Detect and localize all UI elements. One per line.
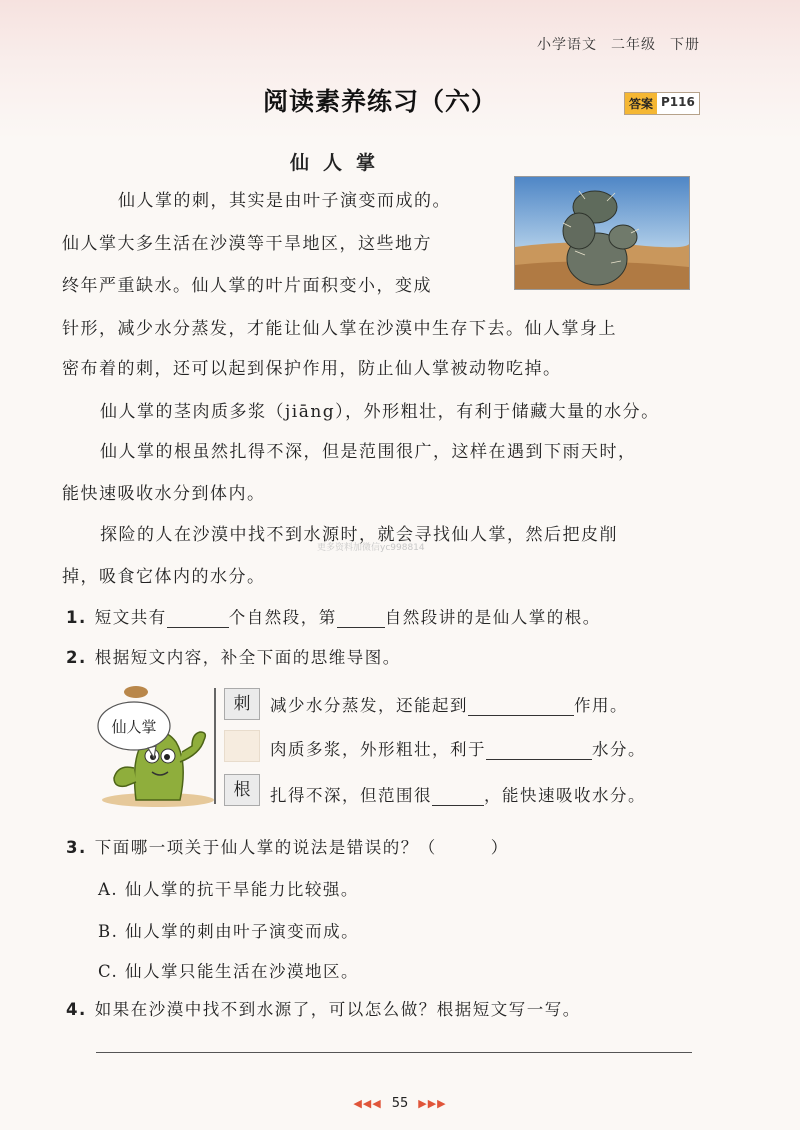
mindmap-row-1-pre: 减少水分蒸发，还能起到	[270, 696, 468, 715]
question-3-text: 下面哪一项关于仙人掌的说法是错误的？（ ）	[94, 838, 509, 857]
mindmap-row-1	[270, 692, 628, 716]
article-line-1: 仙人掌的刺，其实是由叶子演变而成的。	[118, 191, 451, 211]
header-grade: 二年级	[611, 37, 656, 53]
question-1	[66, 604, 601, 628]
article-line-4: 针形，减少水分蒸发，才能让仙人掌在沙漠中生存下去。仙人掌身上	[62, 319, 617, 339]
question-3-option-b[interactable]: B. 仙人掌的刺由叶子演变而成。	[98, 922, 360, 941]
article-title: 仙人掌	[290, 152, 390, 174]
question-3-option-a[interactable]: A. 仙人掌的抗干旱能力比较强。	[98, 880, 359, 899]
question-2-text: 根据短文内容，补全下面的思维导图。	[94, 648, 401, 667]
question-4-text: 如果在沙漠中找不到水源了，可以怎么做？根据短文写一写。	[94, 1000, 581, 1019]
article-line-5: 密布着的刺，还可以起到保护作用，防止仙人掌被动物吃掉。	[62, 359, 562, 379]
question-3-number: 3.	[66, 838, 87, 857]
mindmap-row-3	[270, 782, 646, 806]
question-2-number: 2.	[66, 648, 87, 667]
page-header	[523, 34, 700, 54]
question-1-blank-1[interactable]	[167, 609, 229, 628]
header-volume: 下册	[670, 37, 700, 53]
mindmap-row-1-post: 作用。	[574, 696, 628, 715]
mindmap-row-3-pre: 扎得不深，但范围很	[270, 786, 432, 805]
question-1-text-c: 自然段讲的是仙人掌的根。	[384, 608, 601, 627]
mindmap-row-3-blank[interactable]	[432, 787, 484, 806]
article-line-3: 终年严重缺水。仙人掌的叶片面积变小，变成	[62, 276, 432, 296]
cactus-photo	[514, 176, 690, 290]
question-3-option-c[interactable]: C. 仙人掌只能生活在沙漠地区。	[98, 962, 360, 981]
page-title: 阅读素养练习（六）	[262, 87, 497, 116]
mindmap-row-1-blank[interactable]	[468, 697, 574, 716]
right-arrows-icon: ▶▶▶	[418, 1097, 447, 1110]
article-line-7: 仙人掌的根虽然扎得不深，但是范围很广，这样在遇到下雨天时，	[100, 442, 637, 462]
question-4-answer-line[interactable]	[96, 1052, 692, 1053]
left-arrows-icon: ◀◀◀	[353, 1097, 382, 1110]
question-4-number: 4.	[66, 1000, 87, 1019]
question-1-text-a: 短文共有	[94, 608, 167, 627]
answer-badge-page: P116	[661, 95, 695, 109]
answer-badge-label: 答案	[625, 93, 657, 114]
article-line-2: 仙人掌大多生活在沙漠等干旱地区，这些地方	[62, 234, 432, 254]
question-2	[66, 644, 401, 668]
mindmap-key-spine: 刺	[224, 688, 260, 720]
page-header-band	[0, 0, 800, 140]
page-footer	[0, 1096, 800, 1111]
question-1-text-b: 个自然段，第	[228, 608, 337, 627]
article-line-10: 掉，吸食它体内的水分。	[62, 567, 266, 587]
question-4	[66, 996, 581, 1020]
article-line-8: 能快速吸收水分到体内。	[62, 484, 266, 504]
mindmap-row-2-post: 水分。	[592, 740, 646, 759]
page-number: 55	[391, 1096, 409, 1111]
mindmap-cactus-illustration	[96, 682, 220, 808]
mindmap-key-blank[interactable]	[224, 730, 260, 762]
watermark: 更多资料加微信yc998814	[317, 543, 425, 553]
mindmap-row-3-post: ，能快速吸收水分。	[484, 786, 646, 805]
article-line-9: 探险的人在沙漠中找不到水源时，就会寻找仙人掌，然后把皮削	[100, 525, 618, 545]
question-3	[66, 834, 509, 858]
question-1-blank-2[interactable]	[337, 609, 385, 628]
answer-badge	[624, 92, 700, 115]
mindmap-row-2-pre: 肉质多浆，外形粗壮，利于	[270, 740, 486, 759]
mindmap-center-label: 仙人掌	[111, 718, 157, 736]
question-1-number: 1.	[66, 608, 87, 627]
mindmap-row-2-blank[interactable]	[486, 741, 592, 760]
mindmap-bracket	[214, 688, 224, 804]
article-line-6: 仙人掌的茎肉质多浆（jiāng），外形粗壮，有利于储藏大量的水分。	[100, 402, 660, 422]
mindmap-key-root: 根	[224, 774, 260, 806]
mindmap-row-2	[270, 736, 646, 760]
header-subject: 小学语文	[537, 37, 597, 53]
